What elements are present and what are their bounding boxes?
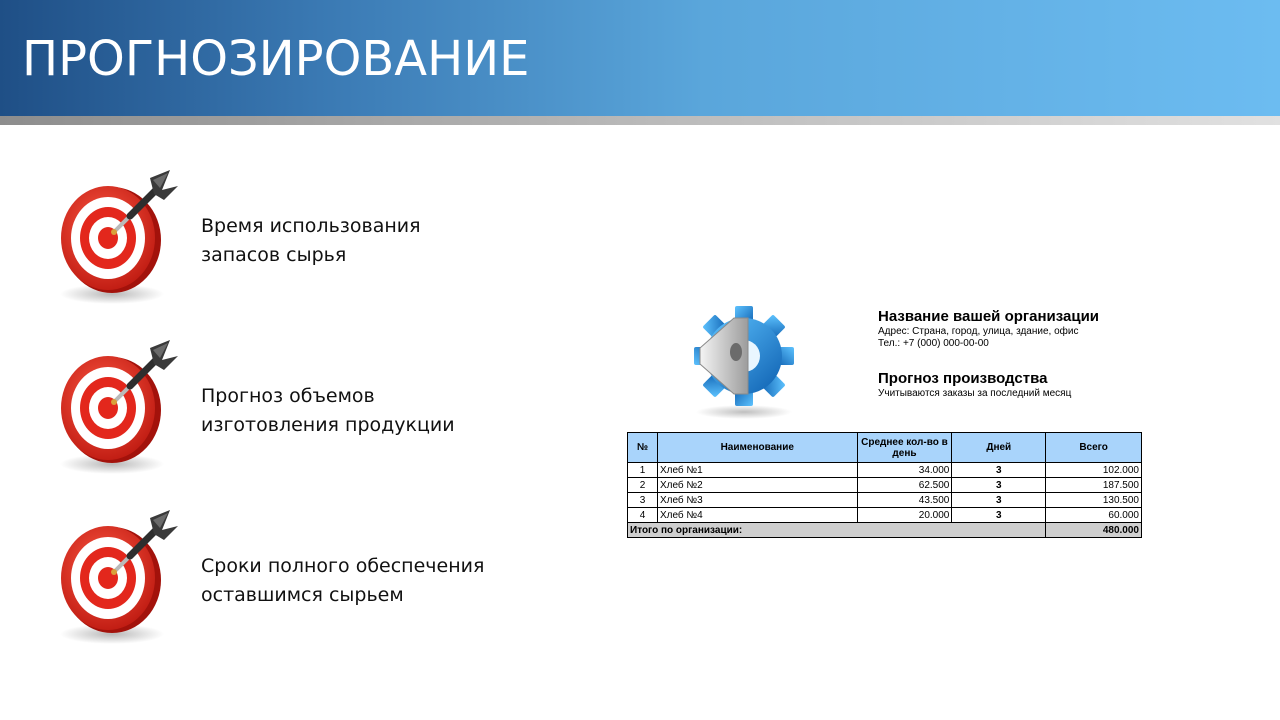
cell-avg: 43.500 xyxy=(857,493,952,508)
target-dart-icon xyxy=(50,168,190,308)
organization-address: Адрес: Страна, город, улица, здание, офис xyxy=(878,326,1079,337)
organization-name: Название вашей организации xyxy=(878,308,1100,325)
organization-phone: Тел.: +7 (000) 000-00-00 xyxy=(878,338,989,349)
goal-item xyxy=(50,168,520,308)
total-row xyxy=(628,523,1142,538)
goal-line: изготовления продукции xyxy=(201,414,455,436)
total-value: 480.000 xyxy=(1046,523,1142,538)
cell-total: 130.500 xyxy=(1046,493,1142,508)
column-header: Всего xyxy=(1046,433,1142,463)
cell-days: 3 xyxy=(952,508,1046,523)
cell-days: 3 xyxy=(952,463,1046,478)
table-row xyxy=(628,478,1142,493)
cell-no: 4 xyxy=(628,508,658,523)
cell-total: 60.000 xyxy=(1046,508,1142,523)
cell-days: 3 xyxy=(952,478,1046,493)
goal-line: Прогноз объемов xyxy=(201,385,375,407)
goal-text xyxy=(201,552,484,610)
goal-item xyxy=(50,338,520,478)
cell-name: Хлеб №4 xyxy=(657,508,857,523)
table-header-row xyxy=(628,433,1142,463)
organization-info xyxy=(878,308,1218,400)
goal-text xyxy=(201,382,455,440)
cell-avg: 20.000 xyxy=(857,508,952,523)
cell-no: 2 xyxy=(628,478,658,493)
report-subtitle: Учитываются заказы за последний месяц xyxy=(878,388,1072,399)
column-header: Дней xyxy=(952,433,1046,463)
goal-line: Сроки полного обеспечения xyxy=(201,555,485,577)
table-row xyxy=(628,493,1142,508)
cell-name: Хлеб №1 xyxy=(657,463,857,478)
title-banner-divider xyxy=(0,116,1280,125)
goal-line: оставшимся сырьем xyxy=(201,584,404,606)
cell-no: 3 xyxy=(628,493,658,508)
goal-line: Время использования xyxy=(201,215,421,237)
cell-name: Хлеб №3 xyxy=(657,493,857,508)
goal-line: запасов сырья xyxy=(201,244,347,266)
cell-avg: 34.000 xyxy=(857,463,952,478)
report-title: Прогноз производства xyxy=(878,370,1048,387)
table-row xyxy=(628,508,1142,523)
cell-days: 3 xyxy=(952,493,1046,508)
page-title: ПРОГНОЗИРОВАНИЕ xyxy=(22,31,530,87)
cell-avg: 62.500 xyxy=(857,478,952,493)
gear-icon xyxy=(688,300,800,420)
target-dart-icon xyxy=(50,338,190,478)
target-dart-icon xyxy=(50,508,190,648)
goal-text xyxy=(201,212,421,270)
goal-item xyxy=(50,508,520,648)
total-label: Итого по организации: xyxy=(628,523,1046,538)
table-row xyxy=(628,463,1142,478)
cell-total: 187.500 xyxy=(1046,478,1142,493)
column-header: Среднее кол-во в день xyxy=(857,433,952,463)
column-header: № xyxy=(628,433,658,463)
cell-no: 1 xyxy=(628,463,658,478)
cell-name: Хлеб №2 xyxy=(657,478,857,493)
forecast-table xyxy=(627,432,1142,538)
cell-total: 102.000 xyxy=(1046,463,1142,478)
column-header: Наименование xyxy=(657,433,857,463)
